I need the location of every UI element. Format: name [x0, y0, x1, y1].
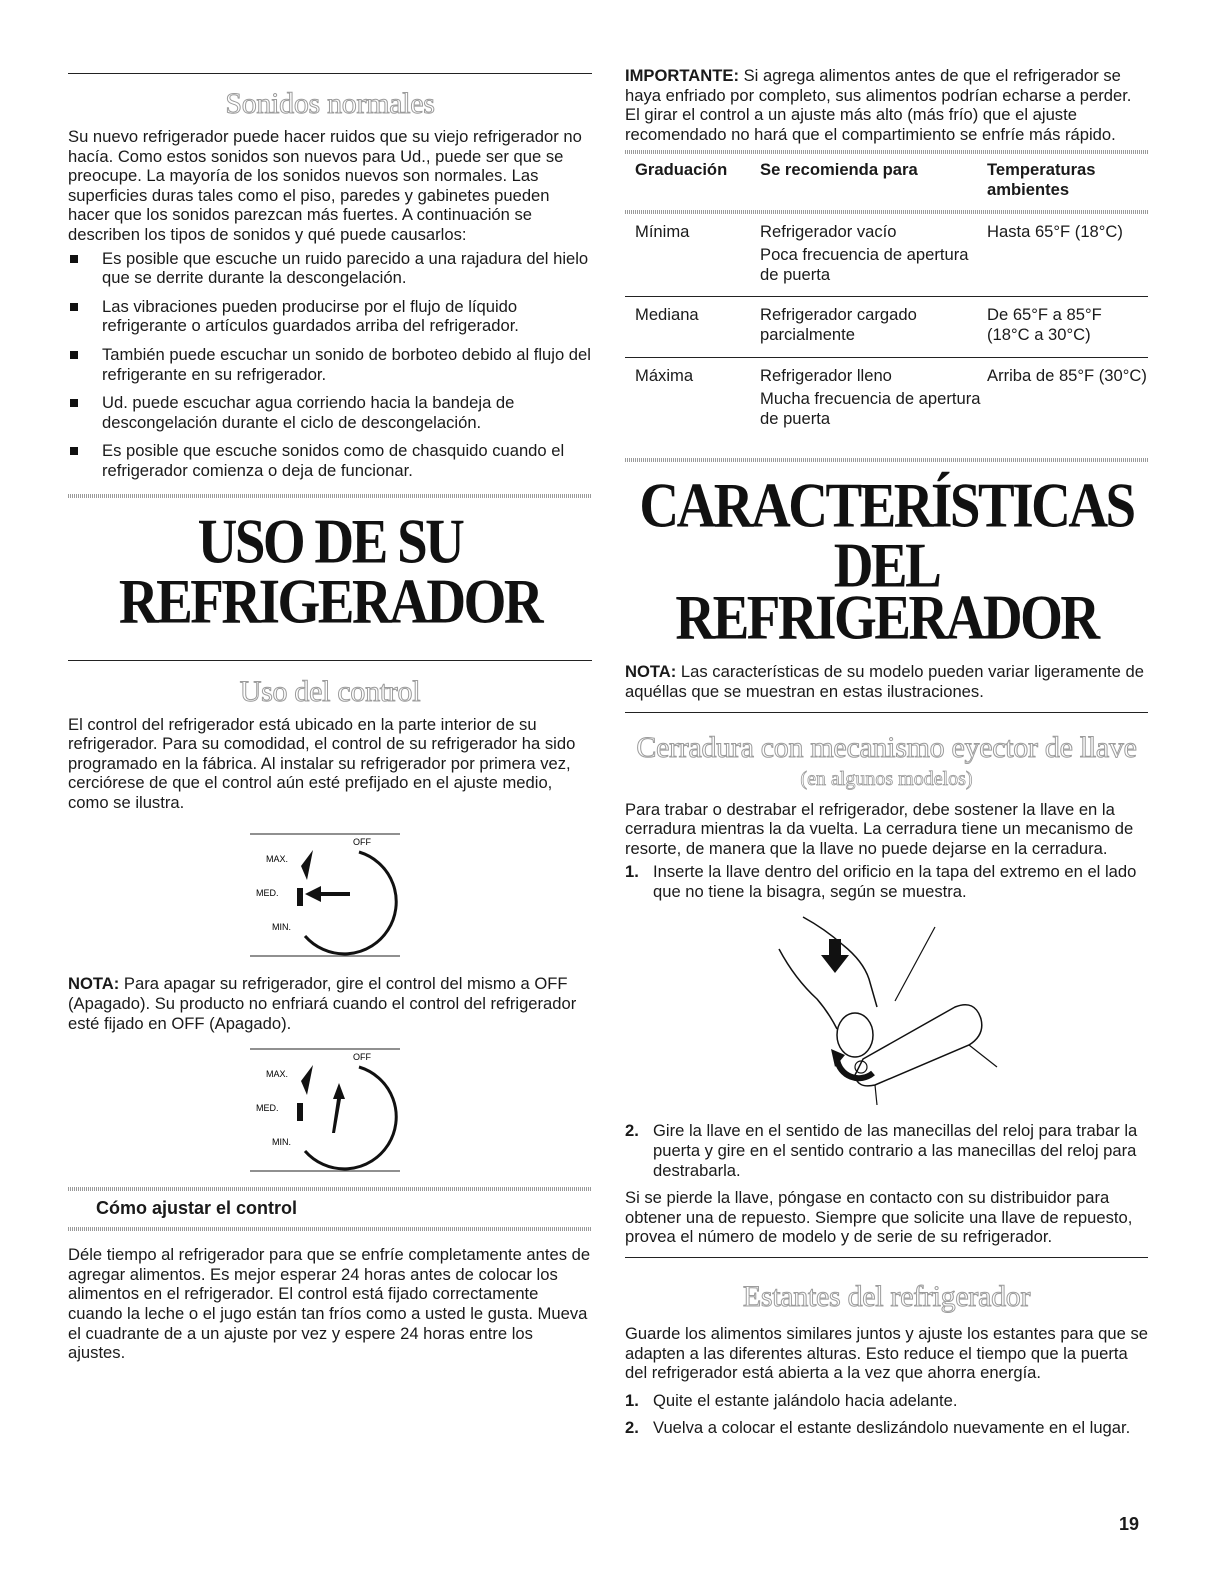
control-dial-off-illustration: [245, 1043, 415, 1173]
table-cell: De 65°F a 85°F (18°C a 30°C): [987, 305, 1102, 344]
column-header: Graduación: [635, 160, 728, 180]
page-number: 19: [1118, 1514, 1139, 1534]
dial-label-min: MIN.: [272, 922, 291, 933]
hatch-divider: [625, 458, 1148, 462]
control-dial-medium-illustration: [245, 828, 415, 958]
list-item: Es posible que escuche un ruido parecido a una rajadura del hielo que se derrite durante la descongelación.: [68, 249, 592, 288]
main-title-line: USO DE SU: [197, 505, 463, 576]
table-cell: Refrigerador vacío Poca frecuencia de apertura de puerta: [760, 221, 969, 284]
table-cell: Arriba de 85°F (30°C): [987, 365, 1147, 385]
control-paragraph: El control del refrigerador está ubicado en la parte interior de su refrigerador. Para su comodidad, el control de su refrigerador ha sido programado en la fábrica. Al instalar su refrigerador por primera vez, cerciórese de que el control aún esté prefijado en el ajuste medio, como se ilustra.: [68, 714, 576, 812]
sonidos-list: [68, 249, 592, 481]
hatch-divider: [68, 494, 592, 498]
cerradura-title: Cerradura con mecanismo eyector de llave: [636, 730, 1137, 764]
column-header: Se recomienda para: [760, 160, 918, 180]
table-row: [625, 214, 1148, 297]
dial-label-off: OFF: [353, 837, 371, 848]
table-cell: Refrigerador cargado parcialmente: [760, 305, 917, 344]
cerradura-steps: [625, 862, 1148, 901]
estantes-title: Estantes del refrigerador: [742, 1280, 1031, 1314]
nota-caracteristicas: NOTA: Las características de su modelo pueden variar ligeramente de aquéllas que se muestran en estas ilustraciones.: [625, 662, 1144, 701]
right-column: [625, 0, 1148, 1446]
table-row: [625, 297, 1148, 356]
list-item: 2. Vuelva a colocar el estante deslizándolo nuevamente en el lugar.: [625, 1418, 1131, 1438]
list-item: 1. Inserte la llave dentro del orificio en la tapa del extremo en el lado que no tiene la bisagra, según se muestra.: [625, 862, 1137, 901]
dial-label-max: MAX.: [266, 1069, 289, 1080]
estantes-paragraph: Guarde los alimentos similares juntos y ajuste los estantes para que se adapten a las diferentes alturas. Esto reduce el tiempo que la puerta del refrigerador está abierta a la vez que ahorra energía.: [625, 1324, 1148, 1383]
bullet-icon: [70, 399, 78, 407]
left-column: [68, 0, 592, 1363]
main-title-caracteristicas: [625, 470, 1148, 653]
importante-note: IMPORTANTE: Si agrega alimentos antes de que el refrigerador se haya enfriado por completo, sus alimentos podrían echarse a perder. El girar el control a un ajuste más alto (más frío) que el ajuste recomendado no hará que el compartimiento se enfríe más rápido.: [625, 66, 1132, 144]
table-cell: Refrigerador lleno Mucha frecuencia de apertura de puerta: [760, 365, 981, 428]
control-title: Uso del control: [239, 674, 421, 708]
estantes-steps: [625, 1391, 1148, 1438]
table-cell: Mínima: [635, 221, 690, 241]
table-header-row: [625, 154, 1148, 209]
section-rule: [625, 712, 1148, 713]
dial-label-med: MED.: [256, 1103, 279, 1114]
dial-label-max: MAX.: [266, 854, 289, 865]
section-rule: [68, 660, 592, 661]
list-item: 1. Quite el estante jalándolo hacia adelante.: [625, 1390, 958, 1410]
hatch-divider: [68, 1187, 592, 1191]
dial-label-med: MED.: [256, 888, 279, 899]
main-title-line: CARACTERÍSTICAS DEL: [639, 470, 1134, 601]
list-item: También puede escuchar un sonido de borboteo debido al flujo del refrigerante en su refrigerador.: [68, 345, 592, 384]
cerradura-paragraph: Para trabar o destrabar el refrigerador, debe sostener la llave en la cerradura mientras la da vuelta. La cerradura tiene un mecanismo de resorte, de manera que la llave no puede dejarse en la cerradura.: [625, 799, 1134, 858]
section-rule: [68, 73, 592, 74]
adjust-paragraph: Déle tiempo al refrigerador para que se enfríe completamente antes de agregar alimentos. Es mejor esperar 24 horas antes de colocar los alimentos en el refrigerador. El control está fijado correctamente cuando la leche o el jugo están tan fríos como a usted le gusta. Mueva el cuadrante de a un ajuste por vez y espere 24 horas entre los ajustes.: [68, 1245, 591, 1363]
key-lock-illustration: [765, 909, 1005, 1109]
table-cell: Máxima: [635, 365, 694, 385]
settings-table: [625, 154, 1148, 440]
bullet-icon: [70, 447, 78, 455]
nota-control: NOTA: Para apagar su refrigerador, gire el control del mismo a OFF (Apagado). Su producto no enfriará cuando el control del refrigerador esté fijado en OFF (Apagado).: [68, 974, 577, 1033]
cerradura-steps: [625, 1121, 1148, 1180]
main-title-line: REFRIGERADOR: [675, 582, 1098, 653]
list-item: Las vibraciones pueden producirse por el flujo de líquido refrigerante o artículos guardados arriba del refrigerador.: [68, 297, 592, 336]
main-title-uso: [68, 505, 592, 636]
bullet-icon: [70, 255, 78, 263]
dial-label-min: MIN.: [272, 1137, 291, 1148]
bullet-icon: [70, 303, 78, 311]
hatch-divider: [68, 1227, 592, 1231]
table-cell: Hasta 65°F (18°C): [987, 221, 1123, 241]
list-item: 2. Gire la llave en el sentido de las manecillas del reloj para trabar la puerta y gire en el sentido contrario a las manecillas del reloj para destrabarla.: [625, 1121, 1138, 1180]
table-cell: Mediana: [635, 305, 699, 325]
column-header: Temperaturas ambientes: [987, 160, 1096, 199]
table-row: [625, 358, 1148, 441]
sonidos-intro: Su nuevo refrigerador puede hacer ruidos que su viejo refrigerador no hacía. Como estos sonidos son nuevos para Ud., puede ser que se preocupe. La mayoría de los sonidos nuevos son normales. Las superficies duras tales como el piso, paredes y gabinetes pueden hacer que los sonidos parezcan más fuertes. A continuación se describen los tipos de sonidos y qué puede causarlos:: [68, 127, 582, 244]
main-title-line: REFRIGERADOR: [118, 565, 542, 636]
sonidos-title: Sonidos normales: [225, 87, 435, 120]
lost-key-paragraph: Si se pierde la llave, póngase en contacto con su distribuidor para obtener una de repuesto. Siempre que solicite una llave de repuesto, provea el número de modelo y de serie de su refrigerador.: [625, 1188, 1133, 1247]
bullet-icon: [70, 351, 78, 359]
list-item: Es posible que escuche sonidos como de chasquido cuando el refrigerador comienza o deja de funcionar.: [68, 441, 592, 480]
section-rule: [625, 1257, 1148, 1258]
subsection-title: Cómo ajustar el control: [96, 1198, 298, 1219]
dial-label-off: OFF: [353, 1052, 371, 1063]
cerradura-subtitle: (en algunos modelos): [800, 767, 973, 790]
list-item: Ud. puede escuchar agua corriendo hacia la bandeja de descongelación durante el ciclo de descongelación.: [68, 393, 592, 432]
